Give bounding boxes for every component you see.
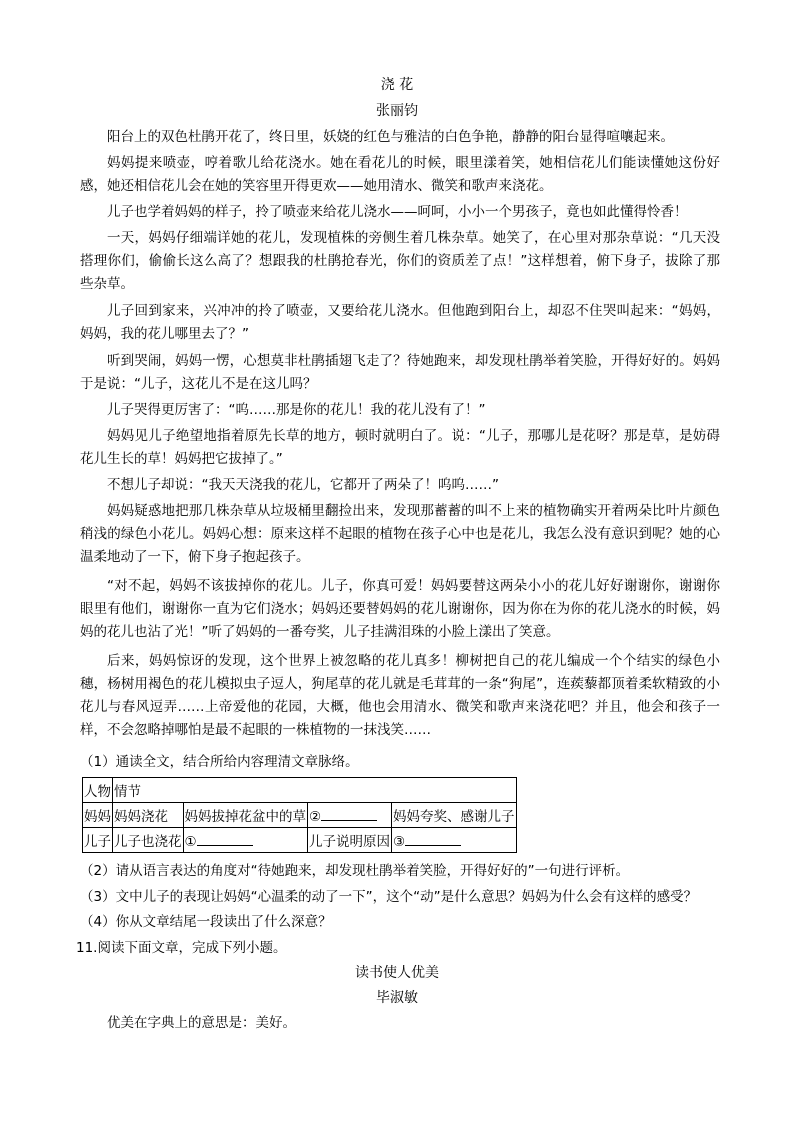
question-3: （3）文中儿子的表现让妈妈“心温柔的动了一下”，这个“动”是什么意思？妈妈为什么会有这样的感受？ — [80, 889, 698, 905]
table-cell: 妈妈浇花 — [113, 803, 184, 828]
paragraph-12: 后来，妈妈惊讶的发现，这个世界上被忽略的花儿真多！柳树把自己的花儿编成一个个结实的绿色小穗，杨树用褐色的花儿模拟虫子逗人，狗尾草的花儿就是毛茸茸的一条“狗尾”，连蒺藜都顶着柔软精致的小花儿与春风逗弄……上帝爱他的花园，大概，他也会用清水、微笑和歌声来浇花吧？并且，他会和孩子一样，不会忽略掉哪怕是最不起眼的一株植物的一抹浅笑…… — [80, 653, 720, 738]
article-title: 浇 花 — [380, 77, 414, 93]
answer-blank-line[interactable] — [197, 831, 253, 846]
paragraph-7: 儿子哭得更厉害了：“呜……那是你的花儿！我的花儿没有了！” — [107, 402, 486, 418]
answer-blank-cell[interactable] — [308, 803, 392, 828]
paragraph-1: 阳台上的双色杜鹃开花了，终日里，妖娆的红色与雅洁的白色争艳，静静的阳台显得喧嚷起来。 — [107, 129, 674, 145]
article2-paragraph-1: 优美在字典上的意思是：美好。 — [107, 1015, 296, 1031]
blank-number: ① — [184, 833, 197, 850]
paragraph-6: 听到哭闹，妈妈一愣，心想莫非杜鹃插翅飞走了？待她跑来，却发现杜鹃举着笑脸，开得好好的。妈妈于是说：“儿子，这花儿不是在这儿吗？ — [80, 353, 720, 392]
table-row — [83, 803, 517, 828]
paragraph-8: 妈妈见儿子绝望地指着原先长草的地方，顿时就明白了。说：“儿子，那哪儿是花呀？那是草，是妨碍花儿生长的草！妈妈把它拔掉了。” — [80, 428, 720, 467]
paragraph-4: 一天，妈妈仔细端详她的花儿，发现植株的旁侧生着几株杂草。她笑了，在心里对那杂草说：“几天没搭理你们，偷偷长这么高了？想跟我的杜鹃抢春光，你们的资质差了点！”这样想着，俯下身子，拔除了那些杂草。 — [80, 230, 720, 292]
answer-blank-cell[interactable] — [183, 828, 308, 853]
table-cell: 妈妈夸奖、感谢儿子 — [392, 803, 517, 828]
answer-blank-line[interactable] — [321, 806, 377, 821]
article-author: 张丽钧 — [376, 103, 418, 119]
blank-number: ③ — [393, 833, 406, 850]
table-cell: 妈妈拔掉花盆中的草 — [183, 803, 308, 828]
paragraph-2: 妈妈提来喷壶，哼着歌儿给花浇水。她在看花儿的时候，眼里漾着笑，她相信花儿们能读懂她这份好感，她还相信花儿会在她的笑容里开得更欢——她用清水、微笑和歌声来浇花。 — [80, 155, 720, 194]
paragraph-5: 儿子回到家来，兴冲冲的拎了喷壶，又要给花儿浇水。但他跑到阳台上，却忍不住哭叫起来：“妈妈，妈妈，我的花儿哪里去了？” — [80, 303, 720, 342]
question-11-intro: 11.阅读下面文章，完成下列小题。 — [76, 940, 287, 956]
blank-number: ② — [309, 808, 322, 825]
table-cell: 儿子也浇花 — [113, 828, 184, 853]
table-cell: 儿子说明原因 — [308, 828, 392, 853]
table-row — [83, 828, 517, 853]
paragraph-10: 妈妈疑惑地把那几株杂草从垃圾桶里翻捡出来，发现那蓄蓄的叫不上来的植物确实开着两朵比叶片颜色稍浅的绿色小花儿。妈妈心想：原来这样不起眼的植物在孩子心中也是花儿，我怎么没有意识到呢？她的心温柔地动了一下，俯下身子抱起孩子。 — [80, 503, 720, 565]
article2-title: 读书使人优美 — [355, 965, 439, 981]
answer-blank-cell[interactable] — [392, 828, 517, 853]
paragraph-9: 不想儿子却说：“我天天浇我的花儿，它都开了两朵了！呜呜……” — [107, 477, 499, 493]
table-header-cell: 人物 — [83, 778, 113, 803]
article2-author: 毕淑敏 — [376, 990, 418, 1006]
answer-blank-line[interactable] — [405, 831, 461, 846]
table-cell: 妈妈 — [83, 803, 113, 828]
paragraph-3: 儿子也学着妈妈的样子，拎了喷壶来给花儿浇水——呵呵，小小一个男孩子，竟也如此懂得怜香！ — [107, 204, 688, 220]
question-1: （1）通读全文，结合所给内容理清文章脉络。 — [80, 754, 359, 770]
question-4: （4）你从文章结尾一段读出了什么深意？ — [80, 914, 332, 930]
table-cell: 儿子 — [83, 828, 113, 853]
question-2: （2）请从语言表达的角度对“待她跑来，却发现杜鹃举着笑脸，开得好好的”一句进行评析。 — [80, 863, 630, 879]
plot-outline-table — [82, 777, 517, 853]
paragraph-11: “对不起，妈妈不该拔掉你的花儿。儿子，你真可爱！妈妈要替这两朵小小的花儿好好谢谢你，谢谢你眼里有他们，谢谢你一直为它们浇水；妈妈还要替妈妈的花儿谢谢你，因为你在为你的花儿浇水的时候，妈妈的花儿也沾了光！”听了妈妈的一番夸奖，儿子挂满泪珠的小脸上漾出了笑意。 — [80, 578, 720, 640]
table-header-cell: 情节 — [113, 778, 517, 803]
table-header-row — [83, 778, 517, 803]
